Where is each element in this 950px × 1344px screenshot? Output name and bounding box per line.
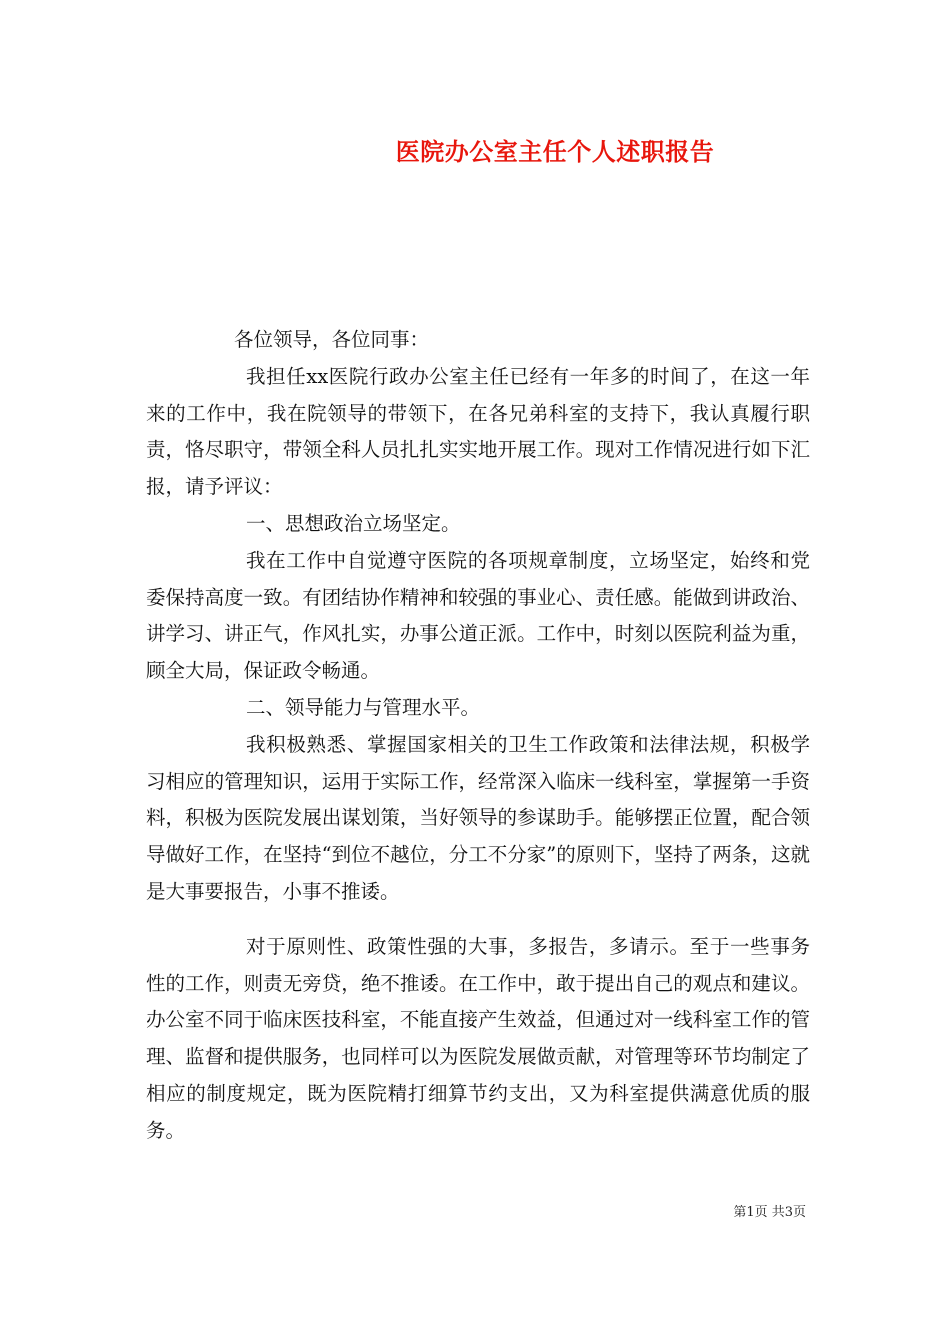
document-title: 医院办公室主任个人述职报告	[395, 137, 715, 166]
page-number: 第1页 共3页	[733, 1205, 806, 1220]
paragraph-section-1: 我在工作中自觉遵守医院的各项规章制度，立场坚定，始终和党委保持高度一致。有团结协作精神和较强的事业心、责任感。能做到讲政治、讲学习、讲正气，作风扎实，办事公道正派。工作中，时刻以医院利益为重，顾全大局，保证政令畅通。	[146, 548, 810, 683]
section-heading-1: 一、思想政治立场坚定。	[246, 511, 461, 535]
paragraph-intro: 我担任xx医院行政办公室主任已经有一年多的时间了，在这一年来的工作中，我在院领导的带领下，在各兄弟科室的支持下，我认真履行职责，恪尽职守，带领全科人员扎扎实实地开展工作。现对工作情况进行如下汇报，请予评议：	[146, 364, 810, 499]
paragraph-section-2-continued: 对于原则性、政策性强的大事，多报告，多请示。至于一些事务性的工作，则责无旁贷，绝不推诿。在工作中，敢于提出自己的观点和建议。办公室不同于临床医技科室，不能直接产生效益，但通过对一线科室工作的管理、监督和提供服务，也同样可以为医院发展做贡献，对管理等环节均制定了相应的制度规定，既为医院精打细算节约支出，又为科室提供满意优质的服务。	[146, 934, 810, 1142]
salutation: 各位领导，各位同事：	[234, 328, 430, 351]
paragraph-section-2: 我积极熟悉、掌握国家相关的卫生工作政策和法律法规，积极学习相应的管理知识，运用于实际工作，经常深入临床一线科室，掌握第一手资料，积极为医院发展出谋划策，当好领导的参谋助手。能够摆正位置，配合领导做好工作，在坚持“到位不越位，分工不分家”的原则下，坚持了两条，这就是大事要报告，小事不推诿。	[146, 732, 810, 903]
section-heading-2: 二、领导能力与管理水平。	[246, 695, 481, 719]
document-body	[146, 322, 810, 1150]
